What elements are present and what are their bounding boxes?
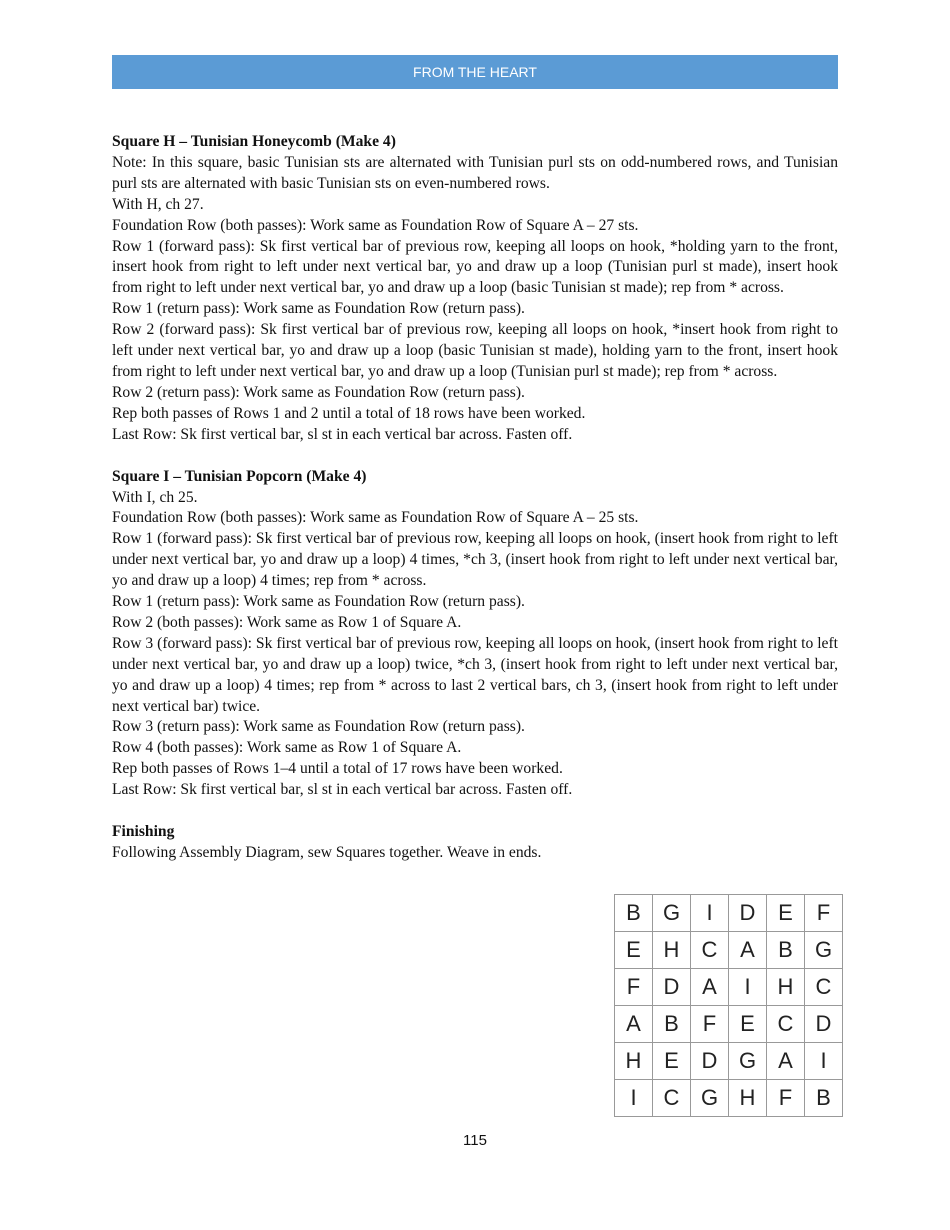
square-i-line: Last Row: Sk first vertical bar, sl st in each vertical bar across. Fasten off. <box>112 781 573 799</box>
diagram-cell: C <box>805 969 843 1006</box>
square-h-line: Row 2 (return pass): Work same as Foundation Row (return pass). <box>112 383 525 401</box>
diagram-cell: A <box>729 932 767 969</box>
diagram-cell: H <box>615 1043 653 1080</box>
diagram-cell: H <box>653 932 691 969</box>
diagram-cell: A <box>615 1006 653 1043</box>
square-h-line: Row 1 (forward pass): Sk first vertical bar of previous row, keeping all loops on hook, *holding yarn to the front, insert hook from right to left under next vertical bar, yo and draw up a loop (Tunisian purl st made), insert hook from right to left under next vertical bar, yo and draw up a loop (basic Tunisian st made); rep from * across. <box>112 237 838 297</box>
square-i-line: Row 1 (return pass): Work same as Foundation Row (return pass). <box>112 593 525 611</box>
square-h-line: Row 1 (return pass): Work same as Foundation Row (return pass). <box>112 300 525 318</box>
square-h-title: Square H – Tunisian Honeycomb (Make 4) <box>112 133 396 150</box>
diagram-row <box>615 932 843 969</box>
diagram-cell: I <box>805 1043 843 1080</box>
diagram-cell: B <box>767 932 805 969</box>
diagram-cell: B <box>653 1006 691 1043</box>
square-i-line: Row 1 (forward pass): Sk first vertical bar of previous row, keeping all loops on hook, (insert hook from right to left under next vertical bar, yo and draw up a loop) 4 times, *ch 3, (insert hook from right to left under next vertical bar, yo and draw up a loop) 4 times; rep from * across. <box>112 530 838 590</box>
diagram-cell: G <box>729 1043 767 1080</box>
square-h-line: Row 2 (forward pass): Sk first vertical bar of previous row, keeping all loops on hook, *insert hook from right to left under next vertical bar, yo and draw up a loop (basic Tunisian st made), holding yarn to the front, insert hook from right to left under next vertical bar, yo and draw up a loop (Tunisian purl st made); rep from * across. <box>112 321 838 380</box>
square-i-line: Row 4 (both passes): Work same as Row 1 of Square A. <box>112 739 462 757</box>
diagram-cell: D <box>691 1043 729 1080</box>
finishing-title: Finishing <box>112 823 175 841</box>
diagram-row <box>615 1006 843 1043</box>
diagram-cell: A <box>691 969 729 1006</box>
page-number: 115 <box>463 1132 487 1149</box>
diagram-cell: I <box>729 969 767 1006</box>
diagram-cell: G <box>653 895 691 932</box>
diagram-row <box>615 1043 843 1080</box>
diagram-cell: E <box>653 1043 691 1080</box>
diagram-cell: B <box>615 895 653 932</box>
square-h-line: Rep both passes of Rows 1 and 2 until a total of 18 rows have been worked. <box>112 404 586 422</box>
square-i-line: Row 2 (both passes): Work same as Row 1 of Square A. <box>112 613 462 631</box>
diagram-row <box>615 1080 843 1117</box>
header-title: FROM THE HEART <box>413 64 537 80</box>
diagram-cell: F <box>615 969 653 1006</box>
diagram-cell: H <box>729 1080 767 1117</box>
square-i-line: Rep both passes of Rows 1–4 until a total of 17 rows have been worked. <box>112 760 563 778</box>
diagram-cell: F <box>691 1006 729 1043</box>
diagram-cell: G <box>691 1080 729 1117</box>
square-i-line: With I, ch 25. <box>112 488 198 506</box>
square-i-title: Square I – Tunisian Popcorn (Make 4) <box>112 467 367 485</box>
diagram-cell: G <box>805 932 843 969</box>
diagram-cell: E <box>729 1006 767 1043</box>
square-i-line: Row 3 (return pass): Work same as Foundation Row (return pass). <box>112 718 525 736</box>
diagram-row <box>615 895 843 932</box>
page-content <box>112 132 838 864</box>
square-h-line: Last Row: Sk first vertical bar, sl st in each vertical bar across. Fasten off. <box>112 425 573 443</box>
diagram-cell: F <box>805 895 843 932</box>
diagram-cell: A <box>767 1043 805 1080</box>
diagram-row <box>615 969 843 1006</box>
diagram-cell: B <box>805 1080 843 1117</box>
square-h-line: With H, ch 27. <box>112 195 204 213</box>
square-i-instructions <box>112 488 838 802</box>
diagram-cell: I <box>615 1080 653 1117</box>
square-h-instructions <box>112 153 838 446</box>
square-i-line: Foundation Row (both passes): Work same as Foundation Row of Square A – 25 sts. <box>112 509 639 527</box>
square-i-line: Row 3 (forward pass): Sk first vertical bar of previous row, keeping all loops on hook, (insert hook from right to left under next vertical bar, yo and draw up a loop) twice, *ch 3, (insert hook from right to left under next vertical bar, yo and draw up a loop) 4 times; rep from * across to last 2 vertical bars, ch 3, (insert hook from right to left under next vertical bar) twice. <box>112 634 838 715</box>
diagram-cell: H <box>767 969 805 1006</box>
square-h-line: Foundation Row (both passes): Work same as Foundation Row of Square A – 27 sts. <box>112 216 639 234</box>
square-h-line: Note: In this square, basic Tunisian sts are alternated with Tunisian purl sts on odd-numbered rows, and Tunisian purl sts are alternated with basic Tunisian sts on even-numbered rows. <box>112 153 838 192</box>
diagram-cell: E <box>615 932 653 969</box>
diagram-cell: C <box>691 932 729 969</box>
diagram-cell: E <box>767 895 805 932</box>
diagram-cell: D <box>805 1006 843 1043</box>
diagram-cell: D <box>653 969 691 1006</box>
diagram-cell: C <box>653 1080 691 1117</box>
assembly-diagram <box>614 894 843 1117</box>
finishing-text: Following Assembly Diagram, sew Squares together. Weave in ends. <box>112 844 542 861</box>
diagram-cell: I <box>691 895 729 932</box>
diagram-cell: C <box>767 1006 805 1043</box>
diagram-cell: F <box>767 1080 805 1117</box>
diagram-cell: D <box>729 895 767 932</box>
running-header <box>112 55 838 89</box>
